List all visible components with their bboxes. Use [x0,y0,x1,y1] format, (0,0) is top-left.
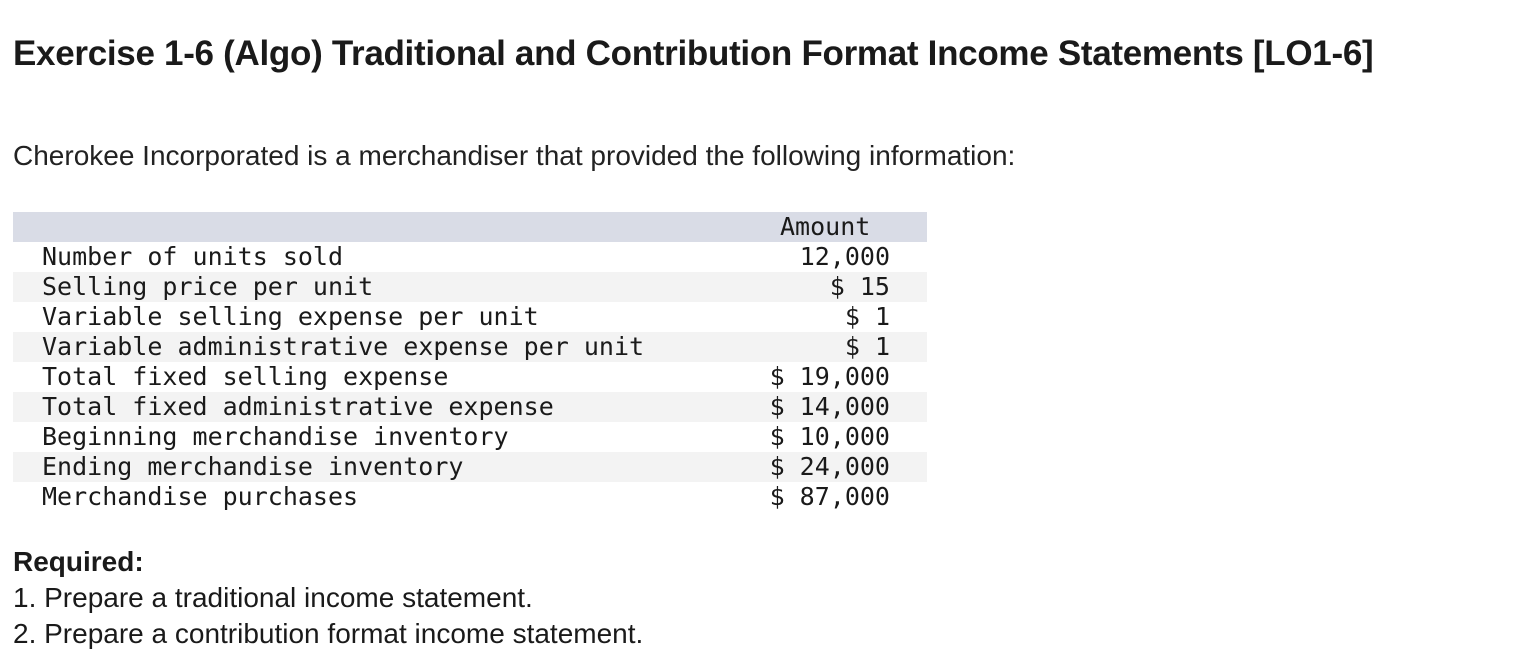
required-item-2: 2. Prepare a contribution format income statement. [13,618,644,649]
table-row [13,422,927,452]
table-row [13,302,927,332]
table-row [13,482,927,512]
table-row [13,272,927,302]
required-section [13,544,643,652]
exercise-title: Exercise 1-6 (Algo) Traditional and Contribution Format Income Statements [LO1-6] [13,34,1374,73]
row-label: Number of units sold [42,242,344,271]
row-label: Variable selling expense per unit [42,302,539,331]
row-amount: $ 24,000 [769,452,890,481]
data-table [13,212,927,512]
amount-column-header: Amount [780,212,871,241]
row-amount: $ 19,000 [769,362,890,391]
required-heading: Required: [13,546,144,577]
row-amount: $ 10,000 [769,422,890,451]
row-amount: $ 1 [844,332,890,361]
row-amount: $ 15 [829,272,890,301]
required-item-1: 1. Prepare a traditional income statement. [13,582,533,613]
row-amount: $ 14,000 [769,392,890,421]
table-row [13,332,927,362]
row-label: Variable administrative expense per unit [42,332,645,361]
row-amount: 12,000 [799,242,890,271]
table-row [13,242,927,272]
table-row [13,392,927,422]
table-header [13,212,927,242]
table-row [13,452,927,482]
row-label: Ending merchandise inventory [42,452,464,481]
row-amount: $ 1 [844,302,890,331]
row-label: Selling price per unit [42,272,374,301]
row-label: Merchandise purchases [42,482,359,511]
row-label: Beginning merchandise inventory [42,422,509,451]
row-label: Total fixed selling expense [42,362,449,391]
row-label: Total fixed administrative expense [42,392,554,421]
row-amount: $ 87,000 [769,482,890,511]
table-row [13,362,927,392]
intro-text: Cherokee Incorporated is a merchandiser that provided the following information: [13,140,1016,171]
